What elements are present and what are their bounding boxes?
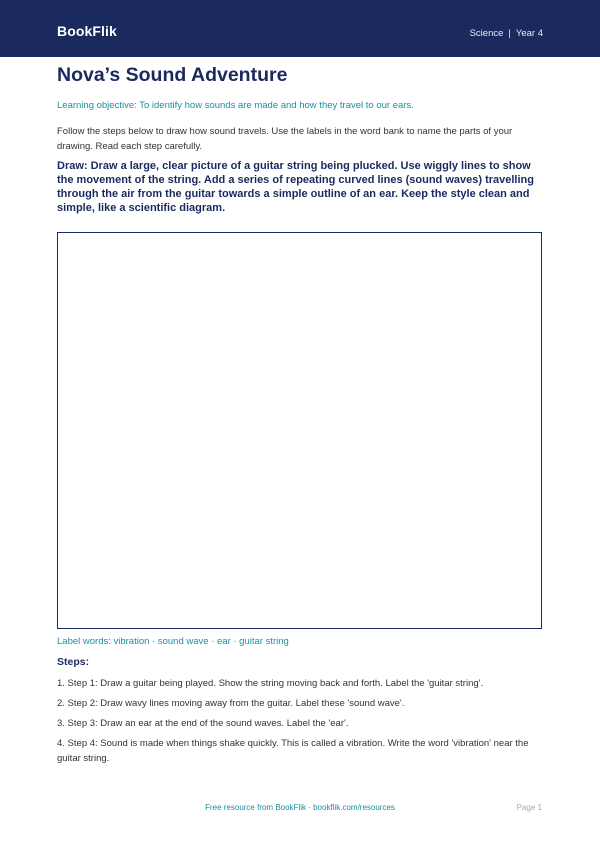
year-label: Year 4 — [515, 28, 543, 39]
subject-label: Science — [469, 28, 504, 39]
header-bar — [0, 0, 600, 57]
learning-objective: Learning objective: To identify how sounds are made and how they travel to our ears. — [57, 100, 414, 111]
intro-text: Follow the steps below to draw how sound travels. Use the labels in the word bank to name the parts of your drawing. Read each step carefully. — [57, 126, 513, 152]
draw-instruction: Draw: Draw a large, clear picture of a guitar string being plucked. Use wiggly lines to show the movement of the string. Add a series of repeating curved lines (sound waves) travelling through the air from the guitar towards a simple outline of an ear. Keep the style clean and simple, like a scientific diagram. — [57, 160, 534, 214]
step-item: 1. Step 1: Draw a guitar being played. Show the string moving back and forth. Label the 'guitar string'. — [57, 678, 484, 689]
brand-logo[interactable]: BookFlik — [57, 23, 117, 39]
drawing-area[interactable] — [57, 232, 542, 629]
steps-heading: Steps: — [57, 656, 90, 668]
steps-list — [57, 676, 547, 771]
subject-meta — [470, 28, 543, 39]
meta-separator: | — [508, 28, 511, 39]
step-item: 3. Step 3: Draw an ear at the end of the sound waves. Label the 'ear'. — [57, 718, 349, 729]
page-number: Page 1 — [516, 803, 542, 812]
step-item: 4. Step 4: Sound is made when things shake quickly. This is called a vibration. Write the word 'vibration' near the guitar string. — [57, 738, 529, 764]
word-bank: Label words: vibration · sound wave · ear · guitar string — [57, 636, 289, 647]
footer-credit-link[interactable]: Free resource from BookFlik · bookflik.com/resources — [205, 803, 395, 812]
page-title: Nova’s Sound Adventure — [57, 64, 288, 86]
step-item: 2. Step 2: Draw wavy lines moving away from the guitar. Label these 'sound wave'. — [57, 698, 405, 709]
